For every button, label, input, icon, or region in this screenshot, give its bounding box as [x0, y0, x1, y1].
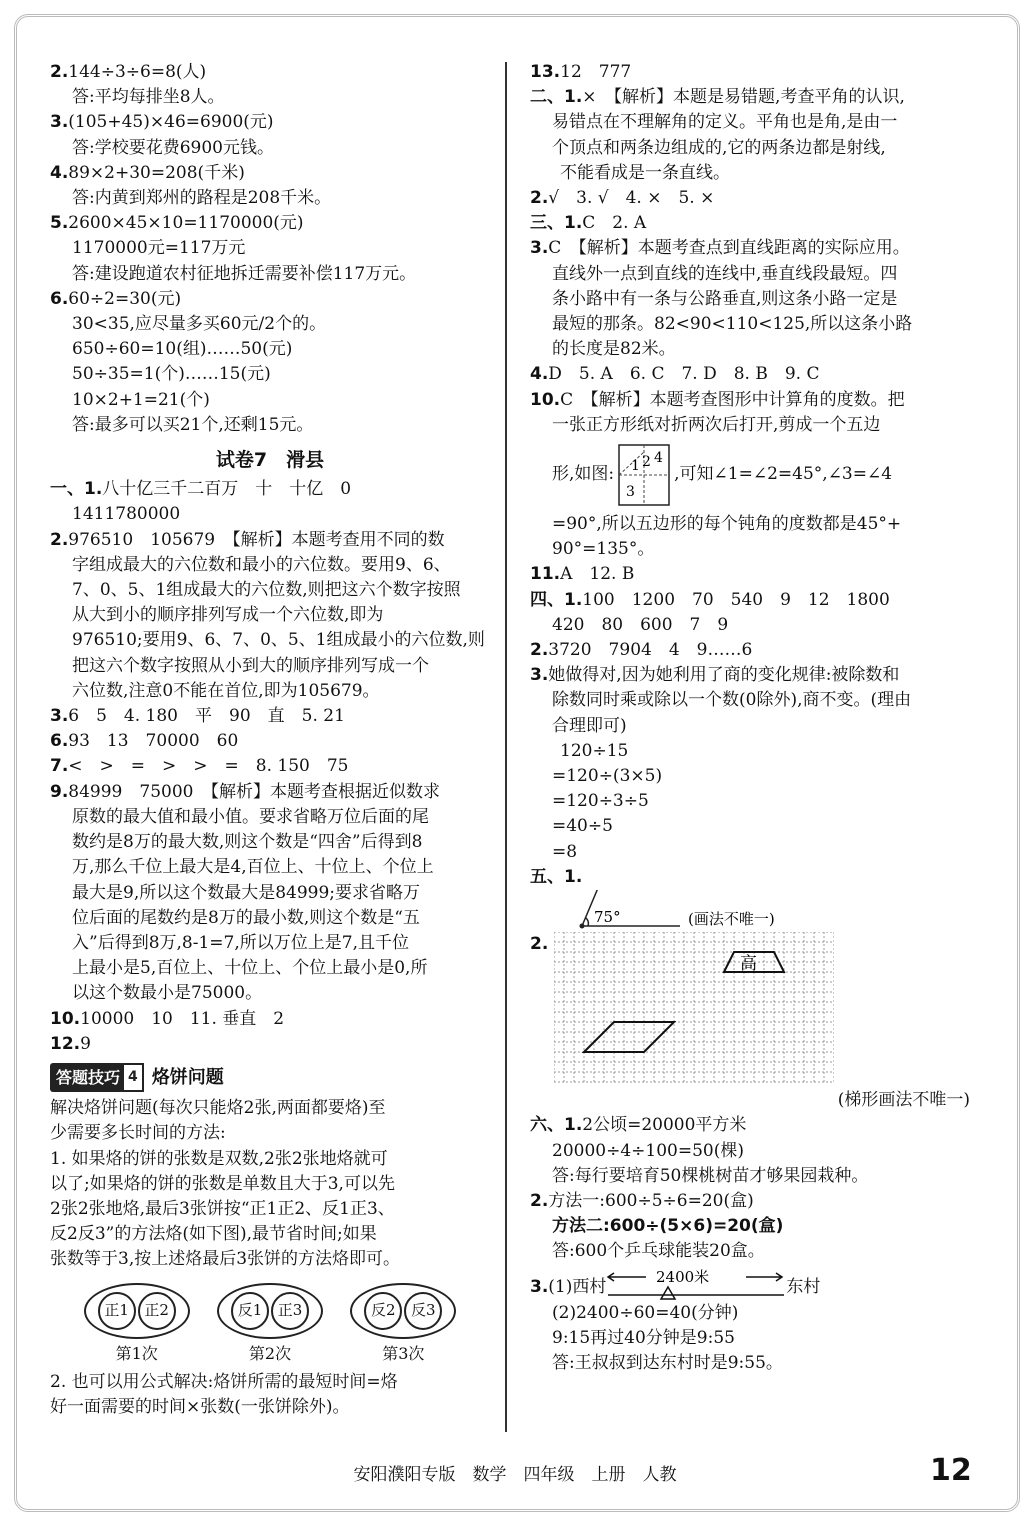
text-line — [50, 1007, 490, 1032]
line-text: < > = > > = 8. 150 75 — [68, 756, 349, 777]
grid-question — [530, 932, 970, 1092]
line-text: 90°=135°。 — [552, 539, 655, 560]
text-line — [50, 729, 490, 754]
line-text: 144÷3÷6=8(人) — [68, 62, 207, 82]
item-number: 11. — [530, 564, 561, 585]
text-line — [50, 830, 490, 855]
tip-line: 2. 也可以用公式解决:烙饼所需的最短时间=烙 — [50, 1371, 398, 1392]
tip-title: 烙饼问题 — [151, 1066, 224, 1088]
text-line — [50, 628, 490, 653]
text-line — [530, 236, 970, 261]
line-text: 650÷60=10(组)……50(元) — [72, 339, 293, 360]
text-line — [50, 931, 490, 956]
text-line — [50, 528, 490, 553]
line-text: =8 — [552, 841, 578, 862]
line-text: 个顶点和两条边组成的,它的两条边都是射线, — [552, 137, 886, 158]
tip-line: 张数等于3,按上述烙最后3张饼的方法烙即可。 — [50, 1249, 401, 1270]
text-line — [530, 688, 970, 713]
line-text: 字组成最大的六位数和最小的六位数。要用9、6、 — [72, 554, 451, 575]
line-text: 八十亿三千二百万 十 十亿 0 — [102, 479, 352, 500]
text-line — [530, 512, 970, 537]
line-text: 6 5 4. 180 平 90 直 5. 21 — [68, 706, 345, 727]
angle-drawing — [570, 890, 990, 932]
line-text: 84999 75000 【解析】本题考查根据近似数求 — [68, 781, 440, 802]
line-text: 方法二:600÷(5×6)=20(盒) — [552, 1216, 784, 1237]
tip-line: 少需要多长时间的方法: — [50, 1123, 226, 1144]
tip-line: 以了;如果烙的饼的张数是单数且大于3,可以先 — [50, 1173, 395, 1194]
q3-part: (1) — [548, 1277, 573, 1298]
text-line — [530, 388, 970, 413]
text-line — [530, 814, 970, 839]
pancake-caption: 第1次 — [115, 1343, 158, 1363]
line-text: 不能看成是一条直线。 — [560, 162, 730, 183]
item-number: 4. — [50, 162, 69, 183]
pancake-circle: 反2 — [364, 1292, 402, 1330]
pancake-diagram — [70, 1283, 470, 1366]
text-line — [50, 186, 490, 211]
text-line — [530, 362, 970, 387]
line-text: 答:每行要培育50棵桃树苗才够果园栽种。 — [552, 1165, 869, 1186]
tip-line: 解决烙饼问题(每次只能烙2张,两面都要烙)至 — [50, 1098, 386, 1119]
text-line — [530, 110, 970, 135]
pancake-pan — [84, 1283, 190, 1339]
text-line — [530, 537, 970, 562]
text-line — [530, 85, 970, 110]
text-line — [50, 881, 490, 906]
line-text: 数约是8万的最大数,则这个数是“四舍”后得到8 — [72, 832, 423, 853]
text-line — [530, 1326, 970, 1351]
line-text: 50÷35=1(个)……15(元) — [72, 364, 271, 385]
item-number: 三、1. — [530, 213, 583, 234]
pancake-pan — [350, 1283, 456, 1339]
line-text: 答:王叔叔到达东村时是9:55。 — [552, 1352, 783, 1373]
text-line — [530, 1351, 970, 1376]
text-line — [530, 714, 970, 739]
line-text: =40÷5 — [552, 816, 613, 837]
line-text: 直线外一点到直线的连线中,垂直线段最短。四 — [552, 263, 898, 284]
line-text: 答:建设跑道农村征地拆迁需要补偿117万元。 — [72, 263, 417, 284]
tip-header — [50, 1063, 490, 1092]
angle-note: (画法不唯一) — [688, 910, 775, 929]
text-line — [530, 1189, 970, 1214]
line-text: 89×2+30=208(千米) — [68, 162, 245, 183]
line-text: 2公顷=20000平方米 — [582, 1115, 747, 1136]
line-text: 把这六个数字按照从小到大的顺序排列写成一个 — [72, 655, 429, 676]
text-line — [530, 287, 970, 312]
figure-label: 1 — [631, 458, 641, 475]
text-line — [50, 780, 490, 805]
text-line — [530, 413, 970, 438]
grid-note: (梯形画法不唯一) — [837, 1090, 970, 1111]
item-number: 5. — [50, 213, 69, 234]
item-number: 7. — [50, 756, 69, 777]
text-line — [50, 956, 490, 981]
grid-drawing — [554, 932, 834, 1092]
line-text: 93 13 70000 60 — [68, 731, 239, 752]
text-line — [530, 1301, 970, 1326]
text-line — [50, 679, 490, 704]
item-number: 4. — [530, 364, 549, 385]
pancake-group — [350, 1283, 456, 1366]
line-text: 1170000元=117万元 — [72, 238, 246, 259]
text-line — [50, 477, 490, 502]
tip-line: 1. 如果烙的饼的张数是双数,2张2张地烙就可 — [50, 1148, 388, 1169]
text-line — [50, 754, 490, 779]
line-text: =120÷(3×5) — [552, 766, 663, 787]
pancake-group — [84, 1283, 190, 1366]
pancake-caption: 第3次 — [382, 1343, 425, 1363]
item-number: 13. — [530, 62, 561, 82]
item-number: 五、1. — [530, 866, 583, 887]
figure-label: 3 — [626, 484, 636, 501]
line-text: D 5. A 6. C 7. D 8. B 9. C — [548, 364, 820, 385]
item-number: 二、1. — [530, 87, 583, 108]
line-text: 易错点在不理解角的定义。平角也是角,是由一 — [552, 112, 898, 133]
text-line — [530, 136, 970, 161]
line-text: 60÷2=30(元) — [68, 288, 182, 309]
text-line — [50, 855, 490, 880]
item-number: 3. — [530, 1277, 549, 1298]
tip-line: 好一面需要的时间×张数(一张饼除外)。 — [50, 1396, 350, 1417]
figure-suffix: ,可知∠1=∠2=45°,∠3=∠4 — [674, 464, 893, 485]
item-number: 2. — [530, 934, 549, 955]
text-line — [530, 211, 970, 236]
column-divider — [505, 62, 507, 1432]
text-line — [50, 60, 490, 85]
section-title: 试卷7 滑县 — [215, 449, 325, 472]
line-text: 120÷15 — [560, 740, 629, 761]
text-line — [530, 1139, 970, 1164]
text-line — [530, 789, 970, 814]
text-line — [530, 764, 970, 789]
item-number: 3. — [50, 112, 69, 133]
text-line — [50, 981, 490, 1006]
text-line — [50, 337, 490, 362]
text-line — [50, 1032, 490, 1057]
tip-number: 4 — [122, 1063, 144, 1092]
pancake-circle: 正1 — [98, 1292, 136, 1330]
text-line — [530, 186, 970, 211]
east-village: 东村 — [786, 1277, 821, 1298]
line-text: × 【解析】本题是易错题,考查平角的认识, — [582, 87, 905, 108]
line-text: 3720 7904 4 9……6 — [548, 640, 753, 661]
line-text: 9 — [80, 1033, 91, 1054]
line-text: 100 1200 70 540 9 12 1800 — [582, 589, 890, 610]
line-text: 六位数,注意0不能在首位,即为105679。 — [72, 680, 380, 701]
line-text: 7、0、5、1组成最大的六位数,则把这六个数字按照 — [72, 580, 461, 601]
text-line — [530, 60, 970, 85]
line-text: C 【解析】本题考查图形中计算角的度数。把 — [560, 389, 905, 410]
item-number: 2. — [530, 1190, 549, 1211]
text-line — [50, 362, 490, 387]
pancake-circle: 正3 — [271, 1292, 309, 1330]
angle-label: 75° — [594, 908, 621, 927]
distance-line — [606, 1267, 786, 1301]
line-text: 答:600个乒乓球能装20盒。 — [552, 1241, 765, 1262]
line-text: 答:内黄到郑州的路程是208千米。 — [72, 188, 332, 209]
line-text: 答:学校要花费6900元钱。 — [72, 137, 274, 158]
line-text: 20000÷4÷100=50(棵) — [552, 1140, 744, 1161]
west-village: 西村 — [572, 1277, 607, 1298]
line-text: 方法一:600÷5÷6=20(盒) — [548, 1190, 754, 1211]
text-line — [50, 654, 490, 679]
text-line — [50, 161, 490, 186]
item-number: 2. — [50, 62, 69, 82]
line-text: 976510;要用9、6、7、0、5、1组成最小的六位数,则 — [72, 630, 485, 651]
text-line — [50, 413, 490, 438]
item-number: 六、1. — [530, 1115, 583, 1136]
text-line — [530, 739, 970, 764]
line-text: 1411780000 — [72, 504, 181, 525]
line-text: 的长度是82米。 — [552, 339, 676, 360]
left-column — [50, 60, 490, 1420]
line-text: 2600×45×10=1170000(元) — [68, 213, 304, 234]
line-text: (105+45)×46=6900(元) — [68, 112, 274, 133]
item-number: 6. — [50, 731, 69, 752]
item-number: 12. — [50, 1033, 81, 1054]
line-text: 答:最多可以买21个,还剩15元。 — [72, 414, 314, 435]
line-text: 她做得对,因为她利用了商的变化规律:被除数和 — [548, 665, 900, 686]
item-number: 9. — [50, 781, 69, 802]
line-text: 10×2+1=21(个) — [72, 389, 210, 410]
text-line — [50, 287, 490, 312]
text-line — [50, 805, 490, 830]
line-text: 12 777 — [560, 62, 632, 82]
text-line — [50, 553, 490, 578]
text-line — [50, 211, 490, 236]
text-line — [530, 663, 970, 688]
pancake-caption: 第2次 — [248, 1343, 292, 1363]
line-text: 最大是9,所以这个数最大是84999;要求省略万 — [72, 882, 421, 903]
item-number: 10. — [50, 1008, 81, 1029]
pentagon-figure — [614, 440, 674, 510]
item-number: 6. — [50, 288, 69, 309]
line-text: 原数的最大值和最小值。要求省略万位后面的尾 — [72, 806, 429, 827]
line-text: =90°,所以五边形的每个钝角的度数都是45°+ — [552, 514, 902, 535]
text-line — [530, 588, 970, 613]
text-line — [530, 1214, 970, 1239]
q3-line — [530, 1265, 970, 1301]
line-text: =120÷3÷5 — [552, 791, 649, 812]
tip-line: 反2反3”的方法烙(如下图),最节省时间;如果 — [50, 1224, 377, 1245]
line-text: 9:15再过40分钟是9:55 — [552, 1327, 735, 1348]
line-text: 最短的那条。82<90<110<125,所以这条小路 — [552, 314, 913, 335]
pancake-pan — [217, 1283, 323, 1339]
text-line — [530, 865, 970, 890]
item-number: 3. — [530, 238, 549, 259]
item-number: 2. — [50, 529, 69, 550]
line-text: 答:平均每排坐8人。 — [72, 87, 225, 108]
pancake-group — [217, 1283, 323, 1366]
distance-label: 2400米 — [656, 1267, 710, 1286]
line-text: 条小路中有一条与公路垂直,则这条小路一定是 — [552, 288, 898, 309]
line-text: 合理即可) — [552, 715, 627, 736]
line-text: 420 80 600 7 9 — [552, 614, 729, 635]
text-line — [50, 603, 490, 628]
line-text: 万,那么千位上最大是4,百位上、十位上、个位上 — [72, 857, 434, 878]
item-number: 10. — [530, 389, 561, 410]
figure-label: 4 — [654, 450, 664, 467]
right-column — [530, 60, 970, 1376]
text-line — [530, 638, 970, 663]
item-number: 3. — [530, 665, 549, 686]
line-text: 一张正方形纸对折两次后打开,剪成一个五边 — [552, 414, 881, 435]
line-text: 30<35,应尽量多买60元/2个的。 — [72, 314, 327, 335]
text-line — [50, 312, 490, 337]
line-text: √ 3. √ 4. × 5. × — [548, 188, 715, 209]
text-line — [530, 161, 970, 186]
line-text: 10000 10 11. 垂直 2 — [80, 1008, 285, 1029]
pancake-circle: 正2 — [138, 1292, 176, 1330]
item-number: 2. — [530, 640, 549, 661]
text-line — [530, 562, 970, 587]
text-line — [50, 136, 490, 161]
item-number: 一、1. — [50, 479, 103, 500]
text-line — [530, 1239, 970, 1264]
text-line — [530, 840, 970, 865]
figure-prefix: 形,如图: — [552, 464, 615, 485]
line-text: 除数同时乘或除以一个数(0除外),商不变。(理由 — [552, 690, 912, 711]
line-text: C 2. A — [582, 213, 647, 234]
text-line — [530, 1164, 970, 1189]
line-text: C 【解析】本题考查点到直线距离的实际应用。 — [548, 238, 910, 259]
line-text: 上最小是5,百位上、十位上、个位上最小是0,所 — [72, 958, 428, 979]
text-line — [50, 502, 490, 527]
item-number: 四、1. — [530, 589, 583, 610]
text-line — [530, 1113, 970, 1138]
text-line — [530, 613, 970, 638]
page-number: 12 — [930, 1453, 972, 1488]
line-text: 976510 105679 【解析】本题考查用不同的数 — [68, 529, 445, 550]
figure-line — [530, 438, 970, 512]
line-text: 入”后得到8万,8-1=7,所以万位上是7,且千位 — [72, 932, 409, 953]
text-line — [50, 388, 490, 413]
pancake-circle: 反3 — [404, 1292, 442, 1330]
item-number: 3. — [50, 706, 69, 727]
line-text: 位后面的尾数约是8万的最小数,则这个数是“五 — [72, 907, 420, 928]
line-text: (2)2400÷60=40(分钟) — [552, 1302, 739, 1323]
footer: 安阳濮阳专版 数学 四年级 上册 人教 — [353, 1465, 677, 1485]
text-line — [530, 337, 970, 362]
line-text: 从大到小的顺序排列写成一个六位数,即为 — [72, 605, 384, 626]
line-text: A 12. B — [560, 564, 635, 585]
text-line — [50, 85, 490, 110]
figure-label: 2 — [642, 454, 652, 471]
trapezoid-label: 高 — [740, 954, 758, 975]
tip-line: 2张2张地烙,最后3张饼按“正1正2、反1正3、 — [50, 1198, 395, 1219]
item-number: 2. — [530, 188, 549, 209]
tip-badge: 答题技巧 — [50, 1063, 124, 1092]
pancake-circle: 反1 — [231, 1292, 269, 1330]
text-line — [50, 262, 490, 287]
text-line — [50, 704, 490, 729]
text-line — [50, 110, 490, 135]
text-line — [50, 906, 490, 931]
line-text: 以这个数最小是75000。 — [72, 983, 263, 1004]
text-line — [50, 236, 490, 261]
text-line — [50, 578, 490, 603]
text-line — [530, 312, 970, 337]
text-line — [530, 262, 970, 287]
